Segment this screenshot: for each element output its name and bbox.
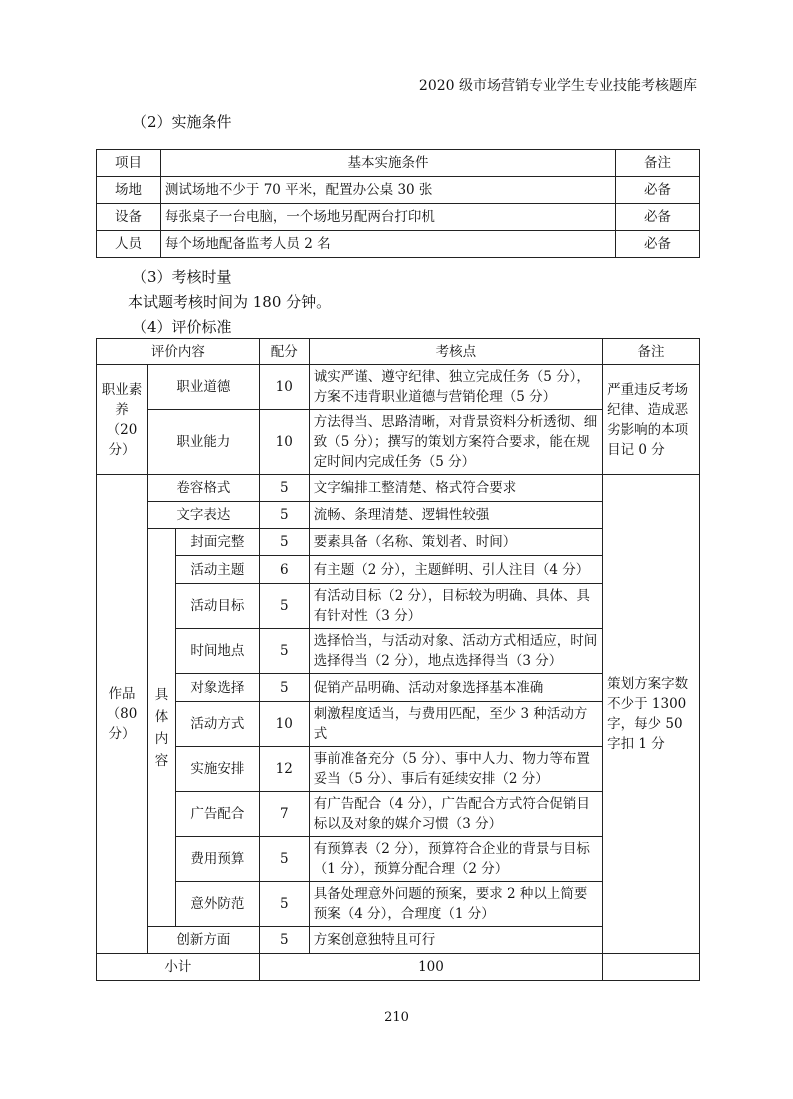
row-note: 必备: [616, 204, 700, 231]
criterion-score: 5: [259, 882, 309, 927]
criterion-name: 活动方式: [175, 702, 259, 747]
page-number: 210: [384, 1010, 409, 1025]
criterion-name: 时间地点: [175, 629, 259, 674]
group-professional: 职业素养（20分）: [97, 365, 148, 475]
note-work: 策划方案字数不少于 1300 字，每少 50 字扣 1 分: [603, 475, 700, 954]
header-cell: 评价内容: [97, 339, 260, 365]
criterion-points: 流畅、条理清楚、逻辑性较强: [309, 502, 602, 529]
row-note: 必备: [616, 177, 700, 204]
criterion-score: 10: [259, 410, 309, 475]
criterion-points: 诚实严谨、遵守纪律、独立完成任务（5 分），方案不违背职业道德与营销伦理（5 分）: [309, 365, 602, 410]
criterion-name: 对象选择: [175, 674, 259, 702]
table-row: [97, 231, 700, 258]
row-condition: 每个场地配备监考人员 2 名: [160, 231, 615, 258]
evaluation-table: [96, 338, 700, 981]
header-cell: 配分: [259, 339, 309, 365]
criterion-name: 意外防范: [175, 882, 259, 927]
criterion-score: 12: [259, 747, 309, 792]
time-limit-text: 本试题考核时间为 180 分钟。: [128, 293, 332, 311]
table-row: [97, 177, 700, 204]
criterion-score: 5: [259, 584, 309, 629]
header-cell: 备注: [603, 339, 700, 365]
section-2-title: （2）实施条件: [132, 113, 232, 131]
page-header: 2020 级市场营销专业学生专业技能考核题库: [418, 78, 697, 94]
criterion-score: 10: [259, 365, 309, 410]
criterion-points: 有主题（2 分），主题鲜明、引人注目（4 分）: [309, 556, 602, 584]
row-condition: 每张桌子一台电脑，一个场地另配两台打印机: [160, 204, 615, 231]
note-professional: 严重违反考场纪律、造成恶劣影响的本项目记 0 分: [603, 365, 700, 475]
criterion-name: 活动目标: [175, 584, 259, 629]
conditions-table: [96, 149, 700, 258]
row-item: 人员: [97, 231, 161, 258]
section-4-title: （4）评价标准: [132, 318, 232, 336]
criterion-points: 选择恰当，与活动对象、活动方式相适应，时间选择得当（2 分），地点选择得当（3 分）: [309, 629, 602, 674]
criterion-name: 文字表达: [147, 502, 259, 529]
criterion-points: 方案创意独特且可行: [309, 927, 602, 954]
criterion-points: 刺激程度适当，与费用匹配，至少 3 种活动方式: [309, 702, 602, 747]
group-work: 作品（80分）: [97, 475, 148, 954]
section-3-title: （3）考核时量: [132, 268, 232, 286]
criterion-points: 有预算表（2 分），预算符合企业的背景与目标（1 分），预算分配合理（2 分）: [309, 837, 602, 882]
table-row: [97, 204, 700, 231]
criterion-score: 5: [259, 475, 309, 502]
criterion-points: 文字编排工整清楚、格式符合要求: [309, 475, 602, 502]
row-condition: 测试场地不少于 70 平米，配置办公桌 30 张: [160, 177, 615, 204]
criterion-points: 方法得当、思路清晰，对背景资料分析透彻、细致（5 分）；撰写的策划方案符合要求，能在规定时间内完成任务（5 分）: [309, 410, 602, 475]
criterion-points: 有活动目标（2 分），目标较为明确、具体、具有针对性（3 分）: [309, 584, 602, 629]
criterion-name: 职业道德: [147, 365, 259, 410]
table-header-row: [97, 150, 700, 177]
row-item: 场地: [97, 177, 161, 204]
criterion-name: 卷容格式: [147, 475, 259, 502]
row-note: 必备: [616, 231, 700, 258]
criterion-score: 6: [259, 556, 309, 584]
criterion-score: 5: [259, 837, 309, 882]
criterion-score: 5: [259, 927, 309, 954]
criterion-name: 创新方面: [147, 927, 259, 954]
subgroup-specific: 具体内容: [147, 529, 175, 927]
table-row: [97, 365, 700, 410]
criterion-name: 实施安排: [175, 747, 259, 792]
row-item: 设备: [97, 204, 161, 231]
subtotal-label: 小计: [97, 954, 260, 981]
criterion-name: 活动主题: [175, 556, 259, 584]
header-cell: 备注: [616, 150, 700, 177]
subtotal-value: 100: [259, 954, 602, 981]
criterion-name: 广告配合: [175, 792, 259, 837]
criterion-points: 具备处理意外问题的预案，要求 2 种以上简要预案（4 分），合理度（1 分）: [309, 882, 602, 927]
criterion-score: 10: [259, 702, 309, 747]
criterion-score: 7: [259, 792, 309, 837]
criterion-points: 事前准备充分（5 分）、事中人力、物力等布置妥当（5 分）、事后有延续安排（2 分）: [309, 747, 602, 792]
criterion-points: 有广告配合（4 分），广告配合方式符合促销目标以及对象的媒介习惯（3 分）: [309, 792, 602, 837]
criterion-points: 促销产品明确、活动对象选择基本准确: [309, 674, 602, 702]
subtotal-row: [97, 954, 700, 981]
criterion-score: 5: [259, 674, 309, 702]
header-cell: 考核点: [309, 339, 602, 365]
criterion-name: 费用预算: [175, 837, 259, 882]
table-header-row: [97, 339, 700, 365]
criterion-points: 要素具备（名称、策划者、时间）: [309, 529, 602, 556]
table-row: [97, 475, 700, 502]
criterion-score: 5: [259, 629, 309, 674]
header-cell: 基本实施条件: [160, 150, 615, 177]
criterion-score: 5: [259, 502, 309, 529]
criterion-score: 5: [259, 529, 309, 556]
criterion-name: 封面完整: [175, 529, 259, 556]
subtotal-note: [603, 954, 700, 981]
header-cell: 项目: [97, 150, 161, 177]
criterion-name: 职业能力: [147, 410, 259, 475]
